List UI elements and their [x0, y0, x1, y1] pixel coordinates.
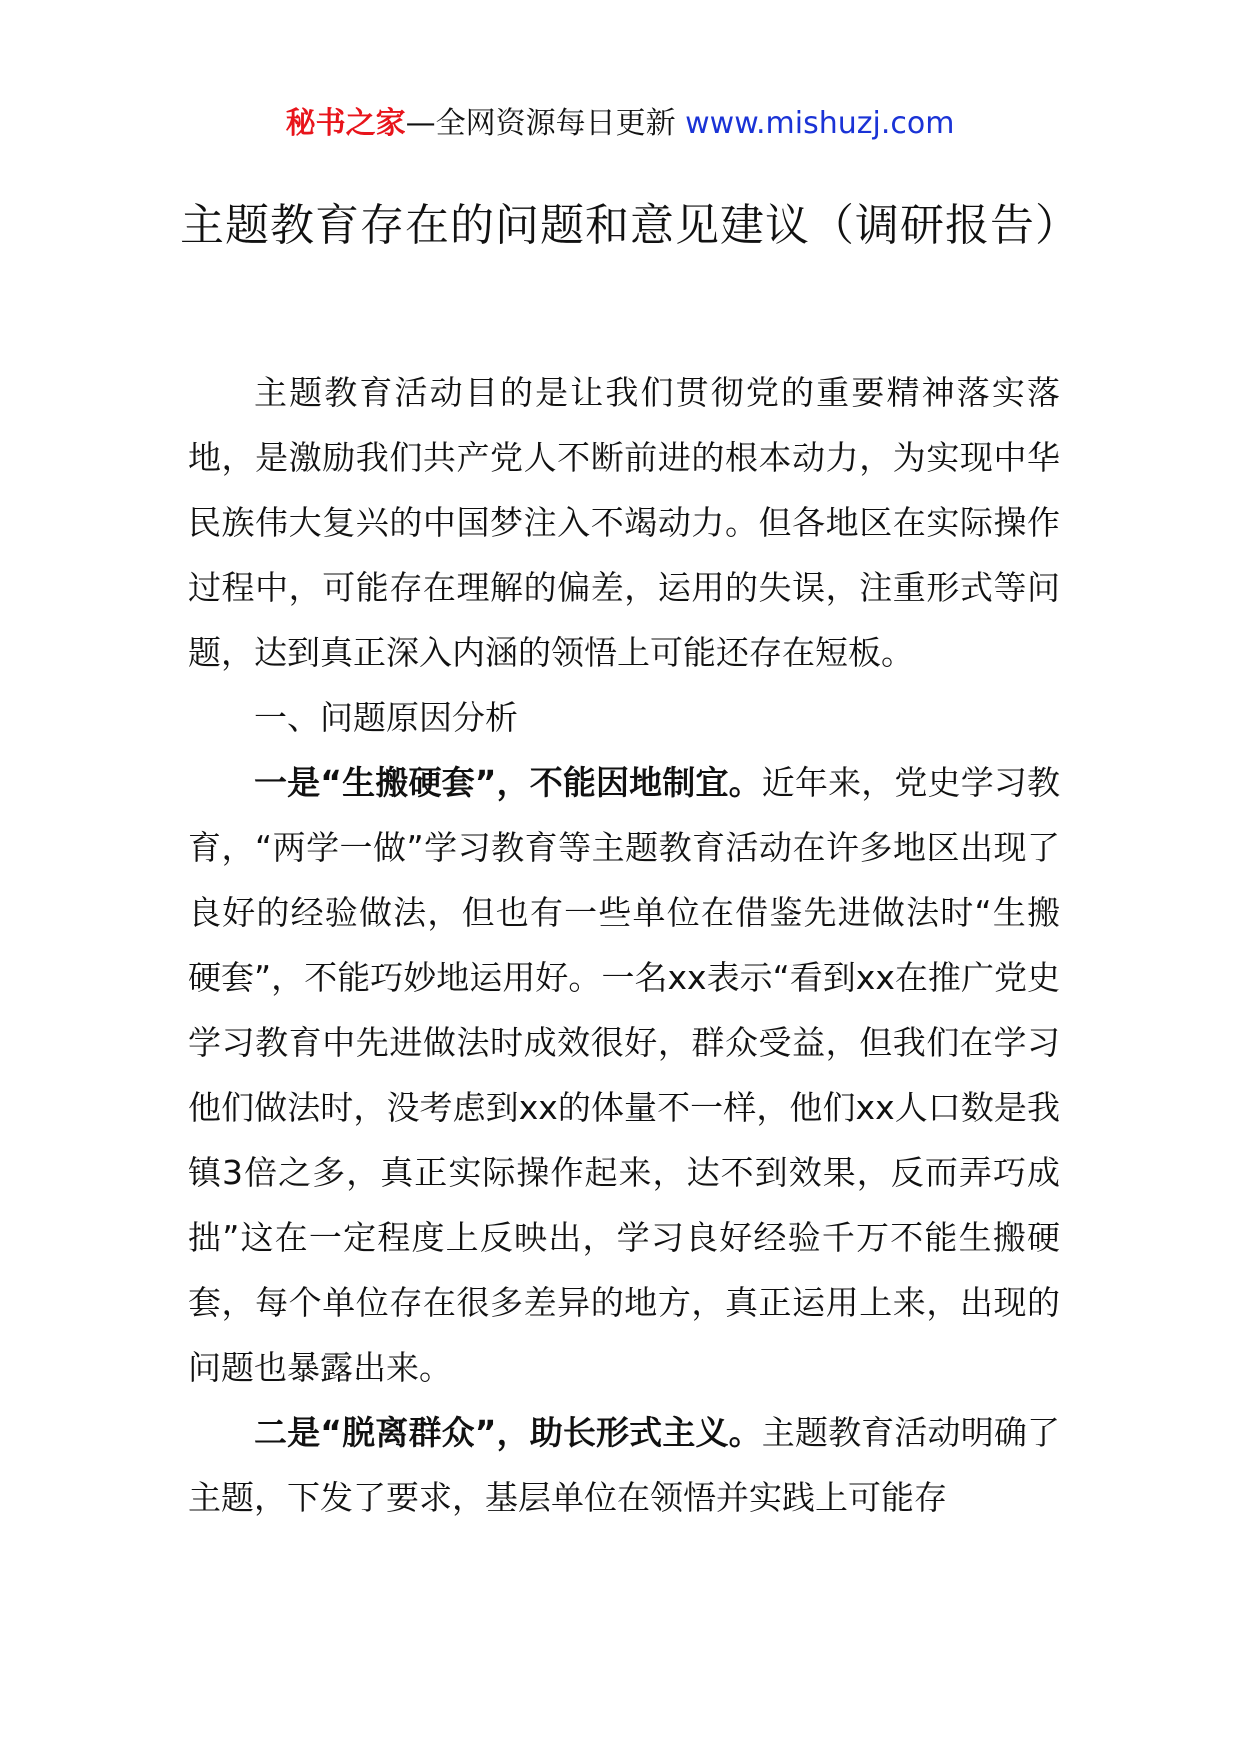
point-two-lead: 二是“脱离群众”，助长形式主义。 — [254, 1413, 762, 1452]
point-two-text: 主题教育活动明确了主题，下发了要求，基层单位在领悟并实践上可能存 — [188, 1413, 1060, 1517]
header-banner — [0, 100, 1240, 148]
intro-paragraph: 主题教育活动目的是让我们贯彻党的重要精神落实落地，是激励我们共产党人不断前进的根本动力，为实现中华民族伟大复兴的中国梦注入不竭动力。但各地区在实际操作过程中，可能存在理解的偏差，运用的失误，注重形式等问题，达到真正深入内涵的领悟上可能还存在短板。 — [188, 373, 1060, 672]
point-one-text: 近年来，党史学习教育，“两学一做”学习教育等主题教育活动在许多地区出现了良好的经验做法，但也有一些单位在借鉴先进做法时“生搬硬套”，不能巧妙地运用好。一名xx表示“看到xx在推广党史学习教育中先进做法时成效很好，群众受益，但我们在学习他们做法时，没考虑到xx的体量不一样，他们xx人口数是我镇3倍之多，真正实际操作起来，达不到效果，反而弄巧成拙”这在一定程度上反映出，学习良好经验千万不能生搬硬套，每个单位存在很多差异的地方，真正运用上来，出现的问题也暴露出来。 — [188, 763, 1060, 1387]
header-slogan: —全网资源每日更新 — [405, 106, 686, 141]
header-url[interactable]: www.mishuzj.com — [685, 106, 955, 141]
document-body — [188, 360, 1060, 1530]
point-one-paragraph — [188, 750, 1060, 1400]
point-one-lead: 一是“生搬硬套”，不能因地制宜。 — [254, 763, 762, 802]
brand-name: 秘书之家 — [285, 106, 406, 141]
point-two-paragraph — [188, 1400, 1060, 1530]
document-title: 主题教育存在的问题和意见建议（调研报告） — [180, 200, 1080, 251]
section-heading: 一、问题原因分析 — [254, 698, 518, 737]
